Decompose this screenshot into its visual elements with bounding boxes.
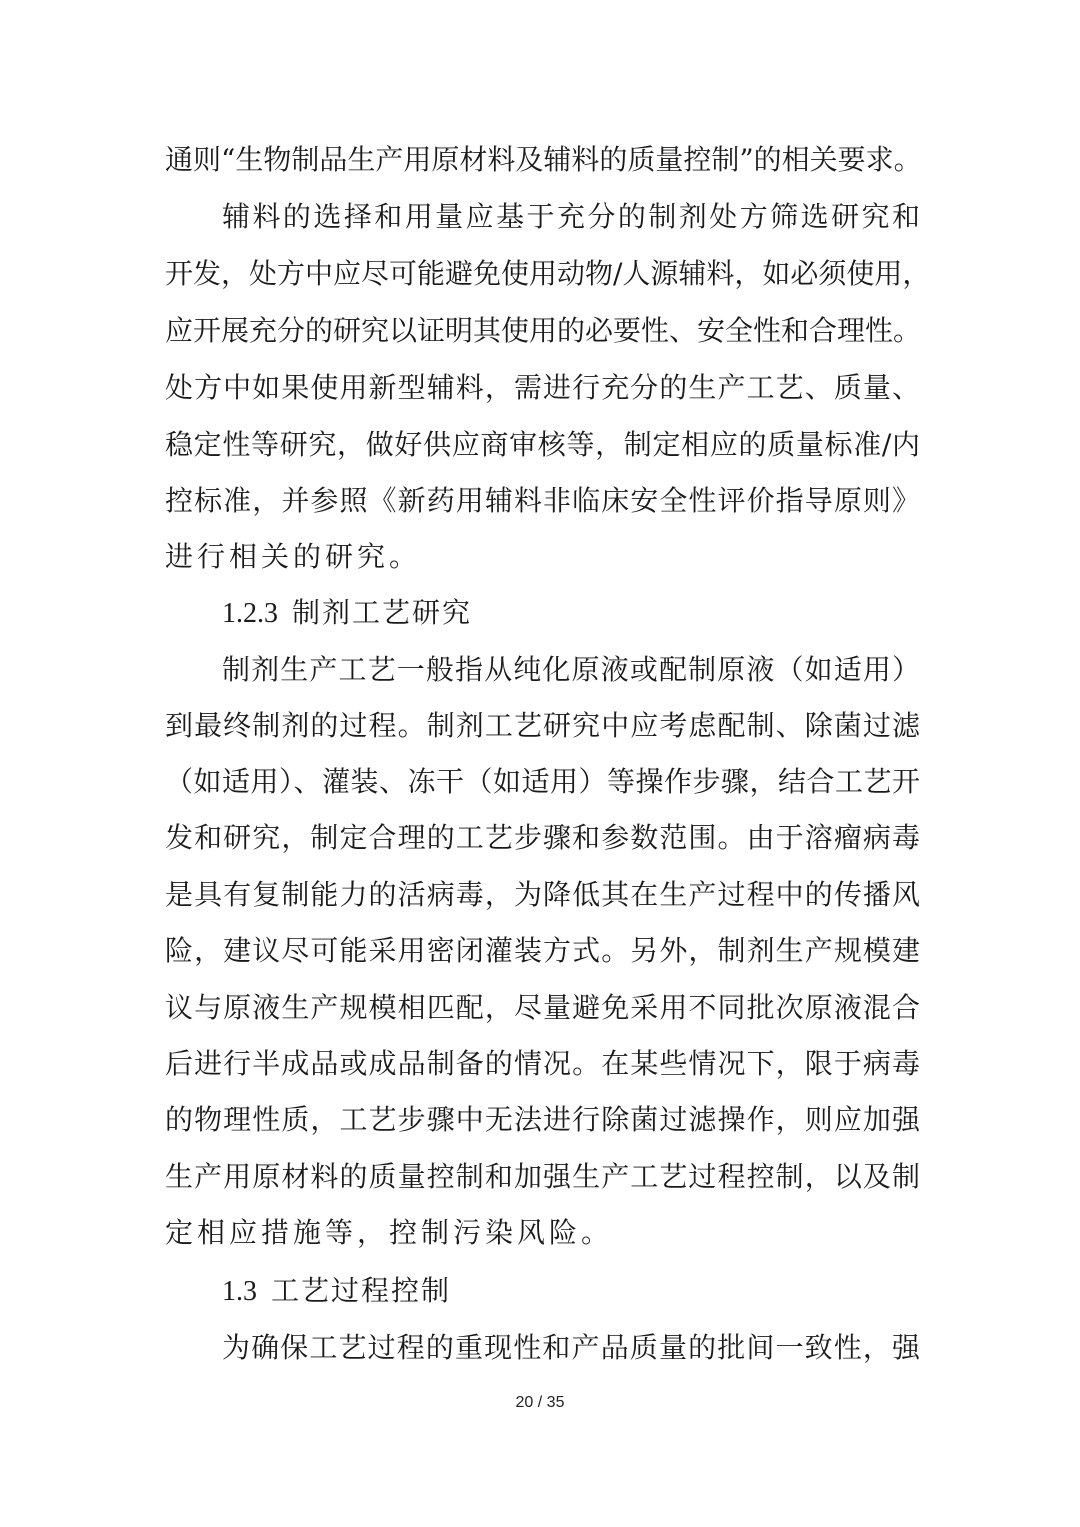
paragraph-line: 应开展充分的研究以证明其使用的必要性、安全性和合理性。 [165, 314, 922, 347]
paragraph-line: 到最终制剂的过程。制剂工艺研究中应考虑配制、除菌过滤 [165, 709, 920, 742]
paragraph-line: 通则“生物制品生产用原材料及辅料的质量控制”的相关要求。 [165, 143, 922, 176]
paragraph-line: 控标准，并参照《新药用辅料非临床安全性评价指导原则》 [165, 484, 920, 517]
section-heading [222, 593, 472, 633]
section-title: 工艺过程控制 [271, 1274, 452, 1307]
paragraph-line: 议与原液生产规模相匹配，尽量避免采用不同批次原液混合 [165, 991, 920, 1024]
paragraph-line: 定相应措施等，控制污染风险。 [165, 1216, 614, 1249]
paragraph-line: 为确保工艺过程的重现性和产品质量的批间一致性，强 [222, 1331, 920, 1364]
paragraph-line: 开发，处方中应尽可能避免使用动物/人源辅料，如必须使用， [165, 257, 931, 290]
section-number: 1.2.3 [222, 598, 278, 629]
section-title: 制剂工艺研究 [292, 596, 473, 629]
paragraph-line: 处方中如果使用新型辅料，需进行充分的生产工艺、质量、 [165, 371, 920, 404]
paragraph-line: 生产用原材料的质量控制和加强生产工艺过程控制，以及制 [165, 1160, 920, 1193]
paragraph-line: 稳定性等研究，做好供应商审核等，制定相应的质量标准/内 [165, 428, 920, 461]
section-heading [222, 1271, 451, 1311]
paragraph-line: 辅料的选择和用量应基于充分的制剂处方筛选研究和 [222, 200, 920, 233]
paragraph-line: 的物理性质，工艺步骤中无法进行除菌过滤操作，则应加强 [165, 1103, 920, 1136]
paragraph-line: 制剂生产工艺一般指从纯化原液或配制原液（如适用） [222, 653, 920, 686]
paragraph-line: 是具有复制能力的活病毒，为降低其在生产过程中的传播风 [165, 878, 920, 911]
paragraph-line: 险，建议尽可能采用密闭灌装方式。另外，制剂生产规模建 [165, 934, 920, 967]
page-number: 20 / 35 [515, 1394, 565, 1411]
section-number: 1.3 [222, 1276, 257, 1307]
paragraph-line: 发和研究，制定合理的工艺步骤和参数范围。由于溶瘤病毒 [165, 821, 920, 854]
paragraph-line: 后进行半成品或成品制备的情况。在某些情况下，限于病毒 [165, 1047, 920, 1080]
paragraph-line: （如适用）、灌装、冻干（如适用）等操作步骤，结合工艺开 [165, 765, 920, 798]
paragraph-line: 进行相关的研究。 [165, 540, 422, 573]
